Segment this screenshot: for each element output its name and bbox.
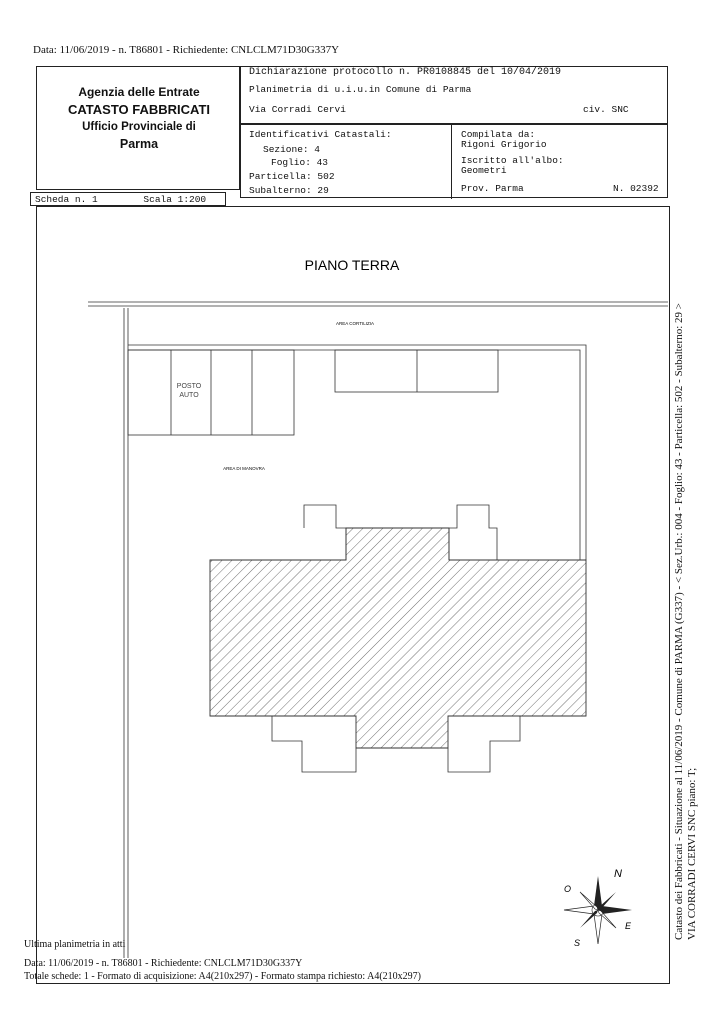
compass-north: N xyxy=(614,868,622,880)
side-caption-line2: VIA CORRADI CERVI SNC piano: T; xyxy=(686,767,698,940)
sezione: Sezione: 4 xyxy=(263,144,321,155)
top-request-line: Data: 11/06/2019 - n. T86801 - Richiedente: CNLCLM71D30G337Y xyxy=(33,44,340,56)
catasto-title: CATASTO FABBRICATI xyxy=(67,102,211,117)
scheda-number: Scheda n. 1 xyxy=(35,194,98,205)
footer-format-line: Totale schede: 1 - Formato di acquisizione: A4(210x297) - Formato stampa richiesto: A4(210x297) xyxy=(24,971,421,982)
compass-east: E xyxy=(625,921,632,931)
compass-south: S xyxy=(574,938,581,948)
albo: Geometri xyxy=(461,165,507,176)
iscritto-label: Iscritto all'albo: xyxy=(461,155,564,166)
last-plan-note: Ultima planimetria in atti xyxy=(24,939,126,950)
compilata-name: Rigoni Grigorio xyxy=(461,139,547,150)
area-manovra-label: AREA DI MANOVRA xyxy=(223,466,265,471)
area-cortilizia-label: AREA CORTILIZIA xyxy=(336,321,374,326)
posto-auto-label-2: AUTO xyxy=(179,392,199,399)
compass-west: O xyxy=(564,884,572,894)
posto-auto-label-1: POSTO xyxy=(176,383,202,390)
address-line: Via Corradi Cervi xyxy=(249,104,346,115)
civic-number: civ. SNC xyxy=(583,104,629,115)
declaration-protocol: Dichiarazione protocollo n. PR0108845 del 10/04/2019 xyxy=(249,67,562,78)
compass-icon xyxy=(564,868,632,948)
subalterno: Subalterno: 29 xyxy=(249,185,329,196)
identificativi-title: Identificativi Catastali: xyxy=(249,129,392,140)
provincia: Prov. Parma xyxy=(461,183,524,194)
albo-number: N. 02392 xyxy=(613,183,659,194)
ufficio-city: Parma xyxy=(119,137,159,151)
ufficio-label: Ufficio Provinciale di xyxy=(82,121,196,133)
building-footprint xyxy=(210,528,586,748)
foglio: Foglio: 43 xyxy=(271,157,329,168)
particella: Particella: 502 xyxy=(249,171,335,182)
side-caption-line1: Catasto dei Fabbricati - Situazione al 11/06/2019 - Comune di PARMA (G337) - < Sez.Urb.: 004 - Foglio: 43 - Particella: 502 - Subalterno: 29 > xyxy=(673,303,685,940)
agency-name: Agenzia delle Entrate xyxy=(78,85,200,99)
planimetria-line: Planimetria di u.i.u.in Comune di Parma xyxy=(249,84,472,95)
scale-label: Scala 1:200 xyxy=(143,194,207,205)
footer-request-line: Data: 11/06/2019 - n. T86801 - Richiedente: CNLCLM71D30G337Y xyxy=(24,958,303,969)
compilata-title: Compilata da: xyxy=(461,129,536,140)
plan-title: PIANO TERRA xyxy=(304,257,400,273)
